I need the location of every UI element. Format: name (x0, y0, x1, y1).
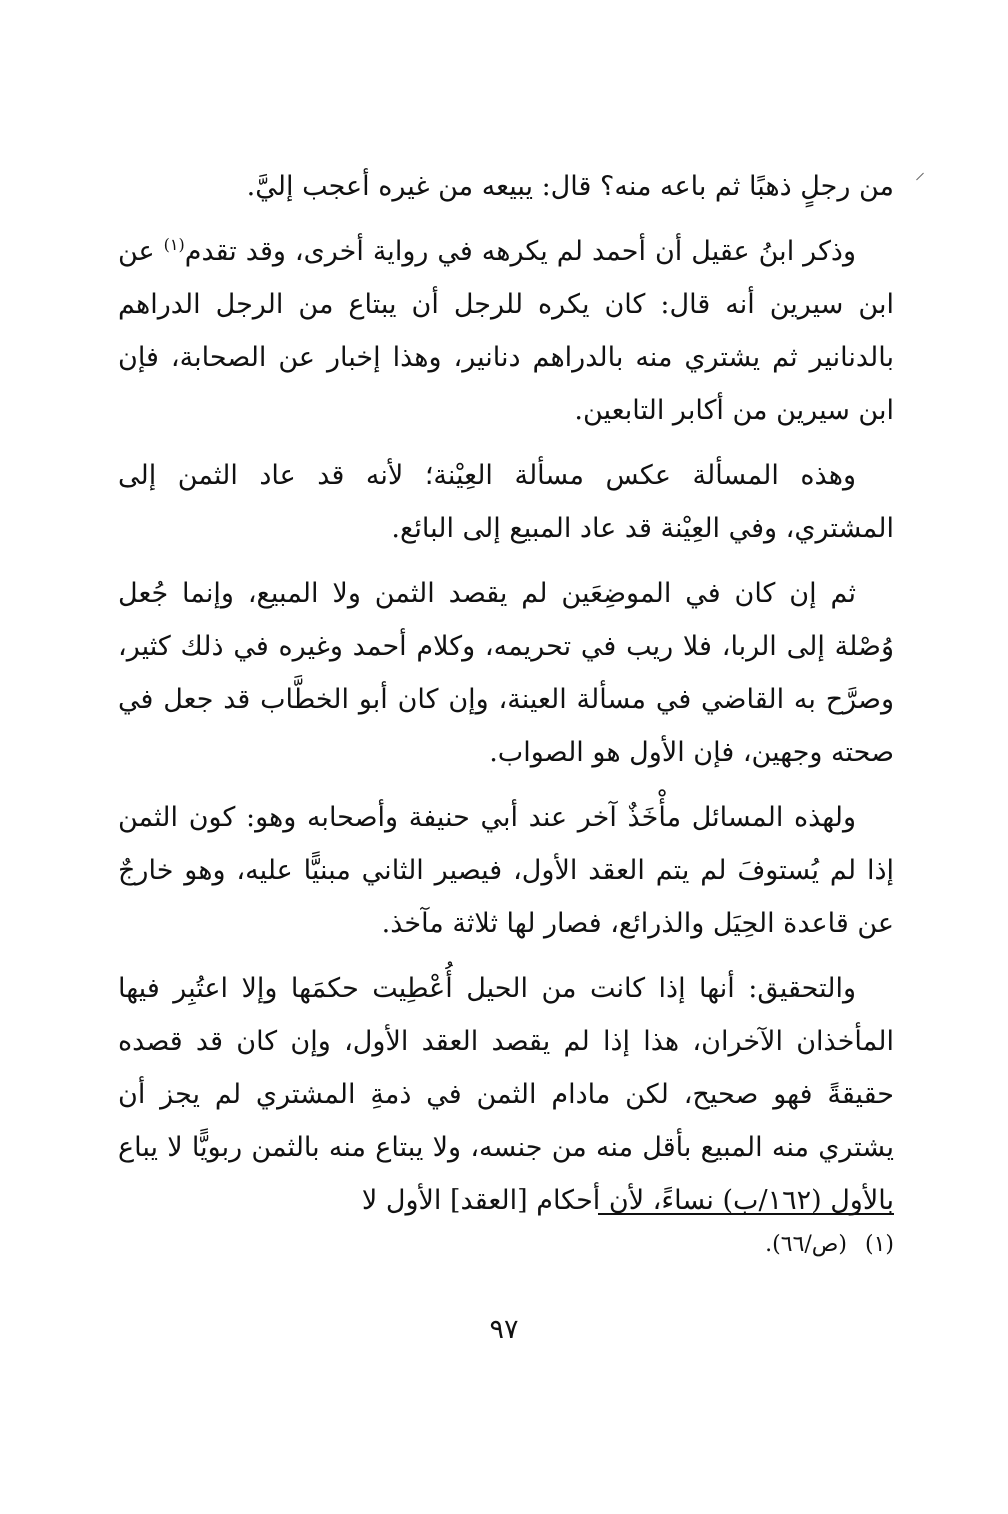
paragraph-2-before: وذكر ابنُ عقيل أن أحمد لم يكرهه في رواية أخرى، وقد تقدم (184, 236, 856, 267)
footnote (765, 1228, 894, 1262)
footnote-divider (598, 1213, 894, 1215)
page-number: ٩٧ (489, 1314, 519, 1345)
paragraph-4: ثم إن كان في الموضِعَين لم يقصد الثمن ولا المبيع، وإنما جُعل وُصْلة إلى الربا، فلا ريب في تحريمه، وكلام أحمد وغيره في ذلك كثير، وصرَّح به القاضي في مسألة العينة، وإن كان أبو الخطَّاب قد جعل في صحته وجهين، فإن الأول هو الصواب. (118, 578, 894, 768)
stray-pen-mark (916, 173, 924, 181)
paragraph-2 (118, 225, 894, 437)
footnote-number: (١) (864, 1232, 894, 1257)
page-body (118, 160, 894, 1239)
footnote-reference[interactable]: (١) (163, 235, 185, 254)
paragraph-1: من رجلٍ ذهبًا ثم باعه منه؟ قال: يبيعه من غيره أعجب إليَّ. (246, 171, 894, 202)
paragraph-2-after: عن ابن سيرين أنه قال: كان يكره للرجل أن يبتاع من الرجل الدراهم بالدنانير ثم يشتري منه بالدراهم دنانير، وهذا إخبار عن الصحابة، فإن ابن سيرين من أكابر التابعين. (118, 236, 894, 426)
footnote-text: (ص/٦٦). (765, 1232, 847, 1257)
paragraph-6: والتحقيق: أنها إذا كانت من الحيل أُعْطِيت حكمَها وإلا اعتُبِر فيها المأخذان الآخران، هذا إذا لم يقصد العقد الأول، وإن كان قد قصده حقيقةً فهو صحيح، لكن مادام الثمن في ذمةِ المشتري لم يجز أن يشتري منه المبيع بأقل منه من جنسه، ولا يبتاع منه بالثمن ربويًّا لا يباع بالأول (١٦٢/ب) نساءً، لأن أحكام [العقد] الأول لا (118, 973, 894, 1216)
paragraph-3: وهذه المسألة عكس مسألة العِيْنة؛ لأنه قد عاد الثمن إلى المشتري، وفي العِيْنة قد عاد المبيع إلى البائع. (118, 460, 894, 544)
paragraph-5: ولهذه المسائل مأْخَذٌ آخر عند أبي حنيفة وأصحابه وهو: كون الثمن إذا لم يُستوفَ لم يتم العقد الأول، فيصير الثاني مبنيًّا عليه، وهو خارجٌ عن قاعدة الحِيَل والذرائع، فصار لها ثلاثة مآخذ. (118, 802, 894, 939)
